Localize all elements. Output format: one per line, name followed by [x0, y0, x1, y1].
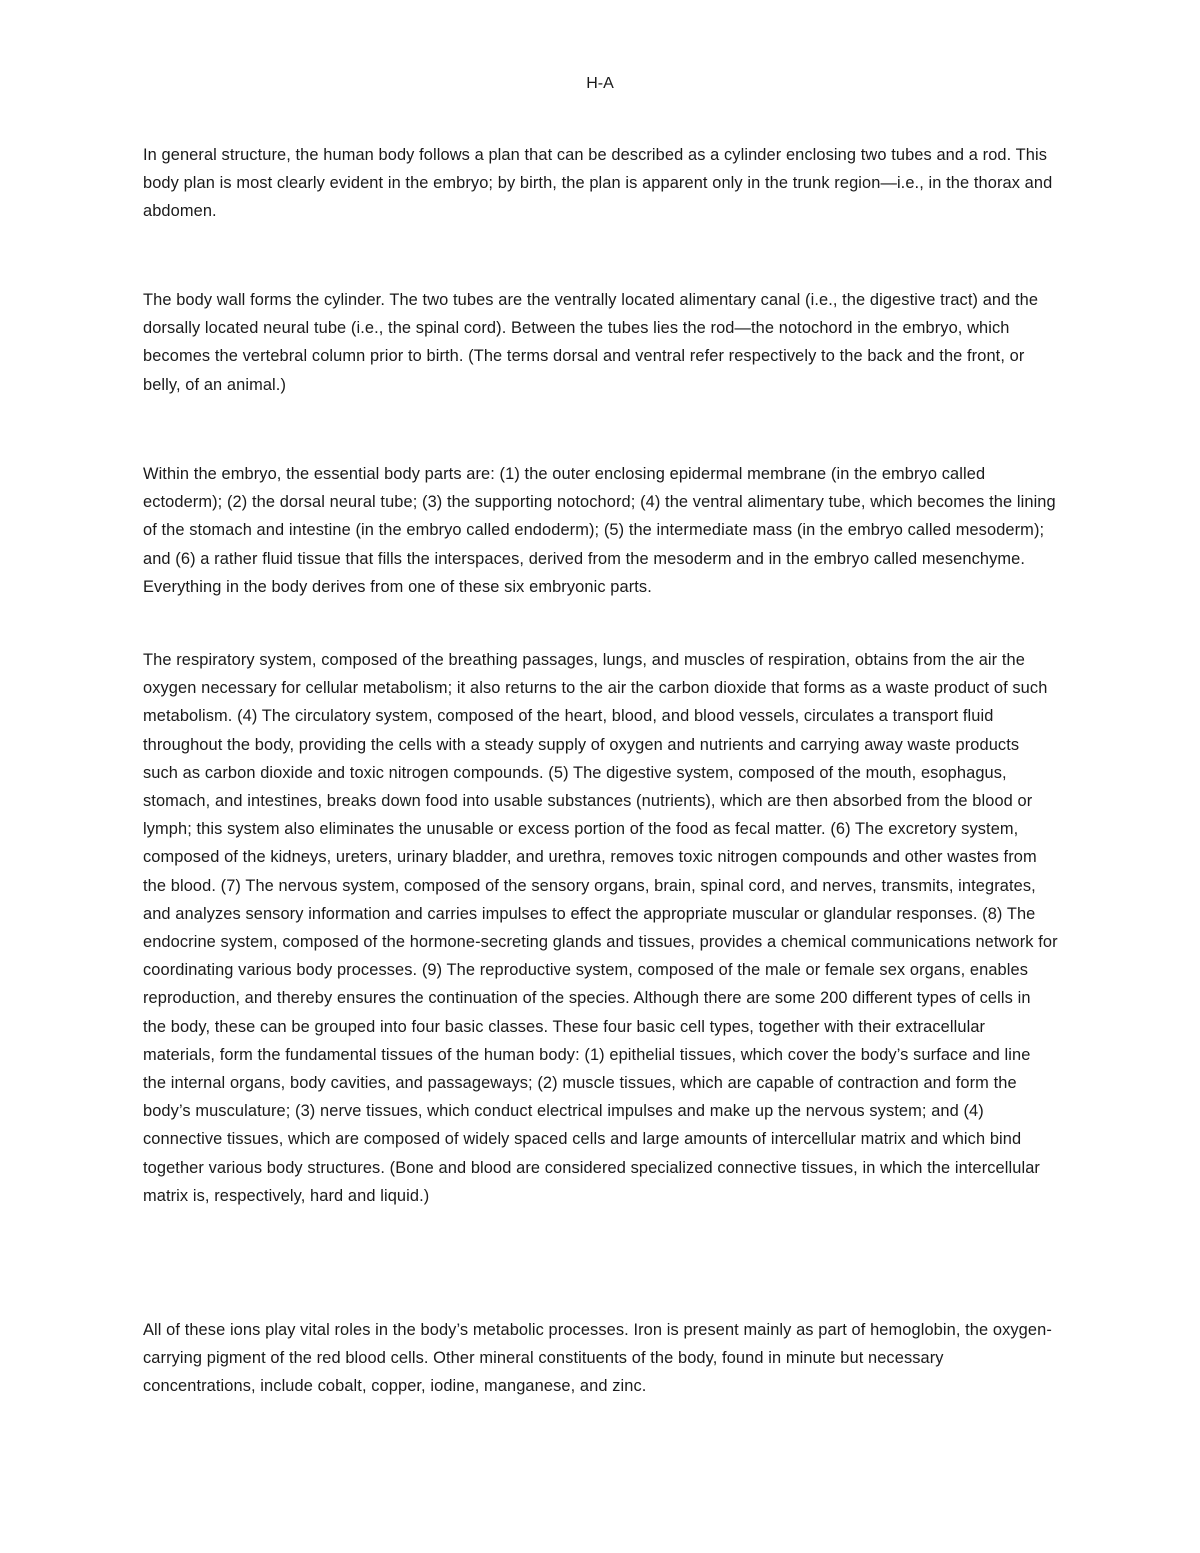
- paragraph-body-plan: In general structure, the human body follows a plan that can be described as a cylinder enclosing two tubes and a rod. This body plan is most clearly evident in the embryo; by birth, the plan is apparent only in the trunk region—i.e., in the thorax and abdomen.: [143, 146, 1053, 221]
- paragraph-organ-systems: The respiratory system, composed of the breathing passages, lungs, and muscles of respiration, obtains from the air the oxygen necessary for cellular metabolism; it also returns to the air the carbon dioxide that forms as a waste product of such metabolism. (4) The circulatory system, composed of the heart, blood, and blood vessels, circulates a transport fluid throughout the body, providing the cells with a steady supply of oxygen and nutrients and carrying away waste products such as carbon dioxide and toxic nitrogen compounds. (5) The digestive system, composed of the mouth, esophagus, stomach, and intestines, breaks down food into usable substances (nutrients), which are then absorbed from the blood or lymph; this system also eliminates the unusable or excess portion of the food as fecal matter. (6) The excretory system, composed of the kidneys, ureters, urinary bladder, and urethra, removes toxic nitrogen compounds and other wastes from the blood. (7) The nervous system, composed of the sensory organs, brain, spinal cord, and nerves, transmits, integrates, and analyzes sensory information and carries impulses to effect the appropriate muscular or glandular responses. (8) The endocrine system, composed of the hormone-secreting glands and tissues, provides a chemical communications network for coordinating various body processes. (9) The reproductive system, composed of the male or female sex organs, enables reproduction, and thereby ensures the continuation of the species. Although there are some 200 different types of cells in the body, these can be grouped into four basic classes. These four basic cell types, together with their extracellular materials, form the fundamental tissues of the human body: (1) epithelial tissues, which cover the body’s surface and line the internal organs, body cavities, and passageways; (2) muscle tissues, which are capable of contraction and form the body’s musculature; (3) nerve tissues, which conduct electrical impulses and make up the nervous system; and (4) connective tissues, which are composed of widely spaced cells and large amounts of intercellular matrix and which bind together various body structures. (Bone and blood are considered specialized connective tissues, in which the intercellular matrix is, respectively, hard and liquid.): [143, 651, 1058, 1205]
- paragraph-embryo-parts: Within the embryo, the essential body parts are: (1) the outer enclosing epidermal membrane (in the embryo called ectoderm); (2) the dorsal neural tube; (3) the supporting notochord; (4) the ventral alimentary tube, which becomes the lining of the stomach and intestine (in the embryo called endoderm); (5) the intermediate mass (in the embryo called mesoderm); and (6) a rather fluid tissue that fills the interspaces, derived from the mesoderm and in the embryo called mesenchyme. Everything in the body derives from one of these six embryonic parts.: [143, 465, 1056, 596]
- page-header: H-A: [586, 75, 614, 92]
- paragraph-body-wall: The body wall forms the cylinder. The two tubes are the ventrally located alimentary canal (i.e., the digestive tract) and the dorsally located neural tube (i.e., the spinal cord). Between the tubes lies the rod—the notochord in the embryo, which becomes the vertebral column prior to birth. (The terms dorsal and ventral refer respectively to the back and the front, or belly, of an animal.): [143, 291, 1039, 394]
- paragraph-minerals: All of these ions play vital roles in the body’s metabolic processes. Iron is present mainly as part of hemoglobin, the oxygen-carrying pigment of the red blood cells. Other mineral constituents of the body, found in minute but necessary concentrations, include cobalt, copper, iodine, manganese, and zinc.: [143, 1321, 1052, 1396]
